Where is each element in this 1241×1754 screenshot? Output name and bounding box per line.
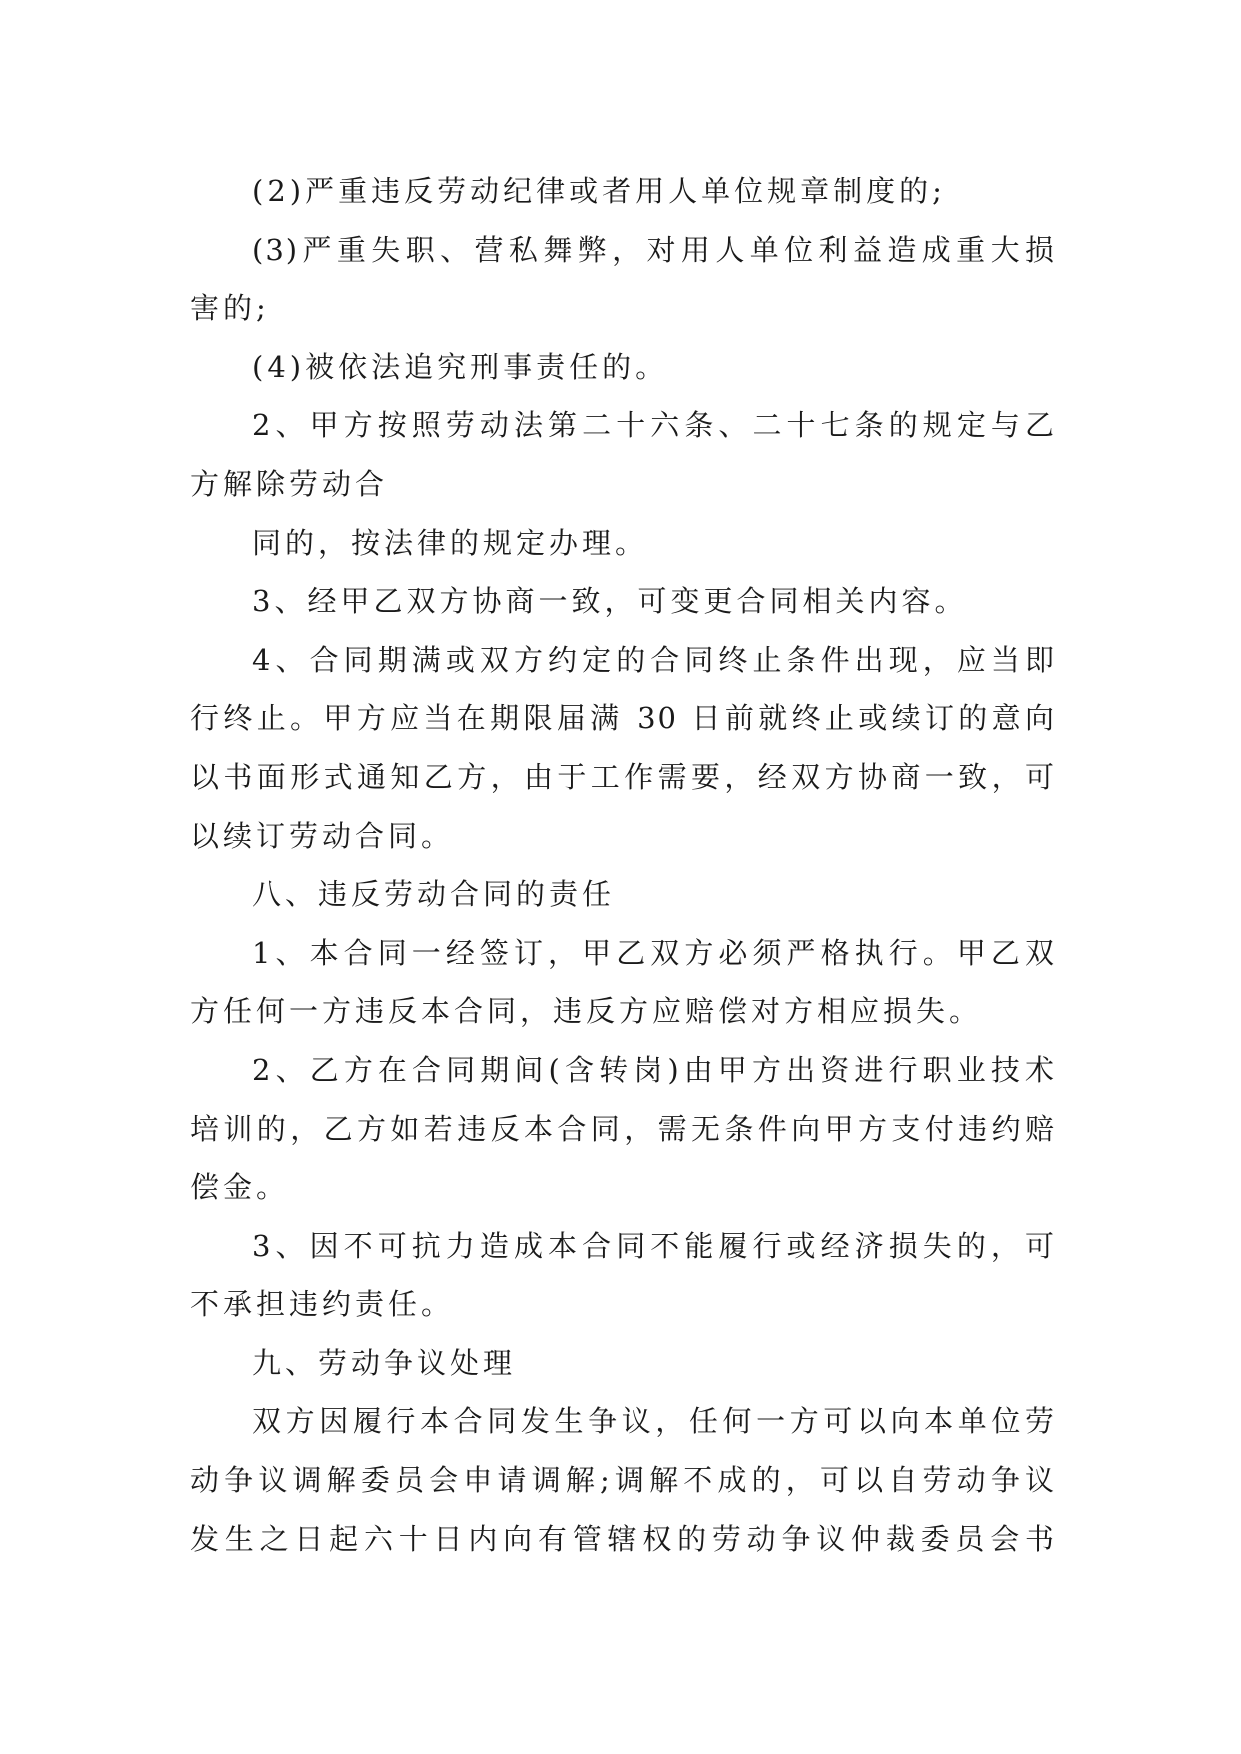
text-line: 八、违反劳动合同的责任 xyxy=(252,877,616,912)
text-line: 同的，按法律的规定办理。 xyxy=(252,525,649,560)
text-line: 3、因不可抗力造成本合同不能履行或经济损失的，可 xyxy=(252,1228,1056,1263)
text-line: 4、合同期满或双方约定的合同终止条件出现，应当即 xyxy=(252,642,1056,677)
text-line: (3)严重失职、营私舞弊，对用人单位利益造成重大损 xyxy=(252,232,1056,267)
text-line: 3、经甲乙双方协商一致，可变更合同相关内容。 xyxy=(252,584,968,619)
text-line: 双方因履行本合同发生争议，任何一方可以向本单位劳 xyxy=(252,1404,1056,1439)
text-line: 以书面形式通知乙方，由于工作需要，经双方协商一致，可 xyxy=(190,759,1056,794)
text-line: 害的; xyxy=(190,291,270,326)
text-line: (2)严重违反劳动纪律或者用人单位规章制度的; xyxy=(252,174,946,208)
text-line: 2、乙方在合同期间(含转岗)由甲方出资进行职业技术 xyxy=(252,1052,1056,1087)
text-line: 1、本合同一经签订，甲乙双方必须严格执行。甲乙双 xyxy=(252,935,1056,970)
text-line: 不承担违约责任。 xyxy=(190,1287,455,1322)
text-line: 方任何一方违反本合同，违反方应赔偿对方相应损失。 xyxy=(190,994,983,1029)
text-line: (4)被依法追究刑事责任的。 xyxy=(252,349,669,384)
document-body xyxy=(190,162,1056,1568)
text-line: 培训的，乙方如若违反本合同，需无条件向甲方支付违约赔 xyxy=(190,1111,1056,1146)
text-line: 方解除劳动合 xyxy=(190,466,389,501)
text-line: 发生之日起六十日内向有管辖权的劳动争议仲裁委员会书 xyxy=(190,1521,1056,1556)
text-line: 行终止。甲方应当在期限届满 30 日前就终止或续订的意向 xyxy=(190,701,1056,736)
text-line: 九、劳动争议处理 xyxy=(252,1345,517,1380)
text-line: 动争议调解委员会申请调解;调解不成的，可以自劳动争议 xyxy=(190,1463,1056,1498)
text-line: 2、甲方按照劳动法第二十六条、二十七条的规定与乙 xyxy=(252,408,1056,443)
text-line: 偿金。 xyxy=(190,1170,290,1205)
text-line: 以续订劳动合同。 xyxy=(190,818,455,853)
